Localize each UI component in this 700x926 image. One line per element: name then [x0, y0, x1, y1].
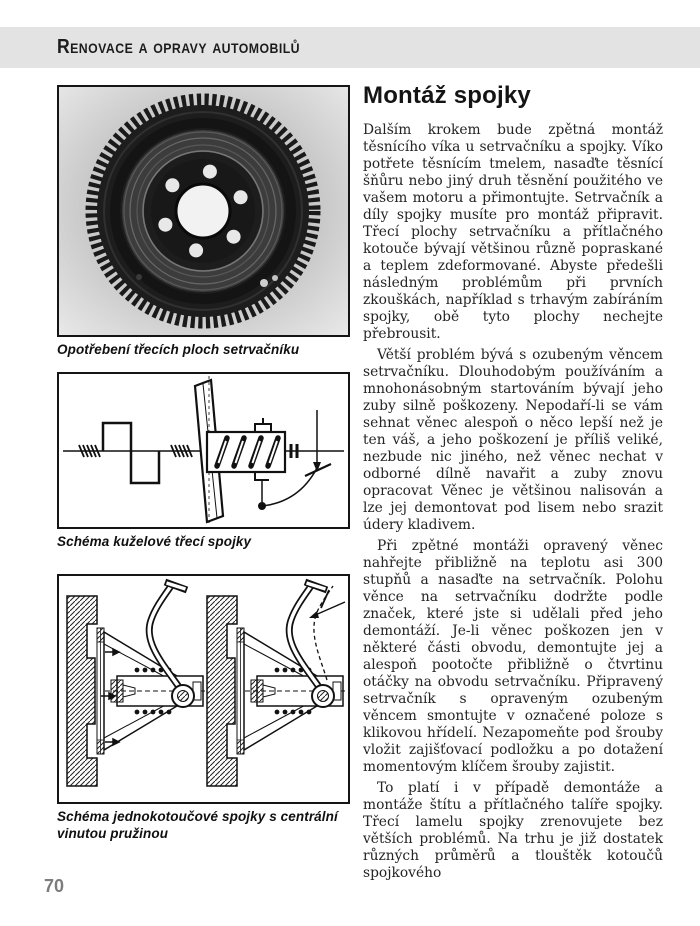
article-title: Montáž spojky	[363, 82, 531, 109]
page-content	[57, 82, 663, 882]
page-header	[0, 27, 700, 68]
figure-caption: Schéma kuželové třecí spojky	[57, 534, 252, 550]
disc-clutch-image	[59, 576, 348, 802]
flywheel-photo-figure	[57, 85, 350, 358]
paragraph: To platí i v případě demontáže a montáže štítu a přítlačného talíře spojky. Třecí lamelu spojky zrenovujete bez větších problémů. Na trhu je již dostatek různých průměrů a tlouštěk kotoučů spojkového	[363, 780, 663, 881]
article-column	[363, 82, 663, 882]
cone-clutch-figure	[57, 372, 350, 550]
figures-column	[57, 85, 350, 882]
paragraph: Při zpětné montáži opravený věnec nahřejte přibližně na teplotu asi 300 stupňů a nasaďte na setrvačník. Polohu věnce na setrvačníku dodržte podle značek, které jste si udělali před jeho demontáží. Je-li věnec poškozen jen v některé části obvodu, demontujte jej a alespoň pootočte přibližně o čtvrtinu otáčky na obvodu setrvačníku. Připravený setrvačník s opraveným ozubeným věncem smontujte v označené poloze s klikovou hřídelí. Nezapomeňte pod šrouby vložit zajišťovací podložku a po dotažení momentovým klíčem šrouby zajistit.	[363, 538, 663, 775]
paragraph: Dalším krokem bude zpětná montáž těsnícího víka u setrvačníku a spojky. Víko potřete těsnícím tmelem, nasaďte těsnící šňůru nebo jiný druh těsnění použitého ve vašem motoru a přimontujte. Setrvačník a díly spojky musíte pro montáž připravit. Třecí plochy setrvačníku a přítlačného kotouče bývají většinou různě popraskané a teplem zdeformované. Abyste předešli následným problémům při prvních zkouškách, například s trhavým zabíráním spojky, obě tyto plochy nechejte přebrousit.	[363, 122, 663, 342]
header-title: Renovace a opravy automobilů	[57, 36, 301, 58]
flywheel-photo	[57, 85, 350, 337]
figure-caption: Schéma jednokotoučové spojky s centrální vinutou pružinou	[57, 809, 338, 841]
cone-clutch-image	[59, 374, 348, 527]
figure-caption: Opotřebení třecích ploch setrvačníku	[57, 342, 300, 357]
disc-clutch-diagram	[57, 574, 350, 804]
paragraph: Větší problém bývá s ozubeným věncem setrvačníku. Dlouhodobým používáním a mnohonásobným startováním bývají jeho zuby silně poškozeny. Nepodaří-li se vám sehnat věnec alespoň o něco lepší než je ten váš, a jeho poškození je příliš veliké, nezbude nic jiného, než věnec nechat v odborné dílně navařit a zuby znovu opracovat Věnec je většinou nalisován a lze jej demontovat pod lisem nebo srazit údery kladivem.	[363, 347, 663, 533]
flywheel-photo-image	[59, 87, 348, 335]
page-number: 70	[44, 876, 65, 896]
cone-clutch-diagram	[57, 372, 350, 529]
disc-clutch-figure	[57, 574, 350, 841]
